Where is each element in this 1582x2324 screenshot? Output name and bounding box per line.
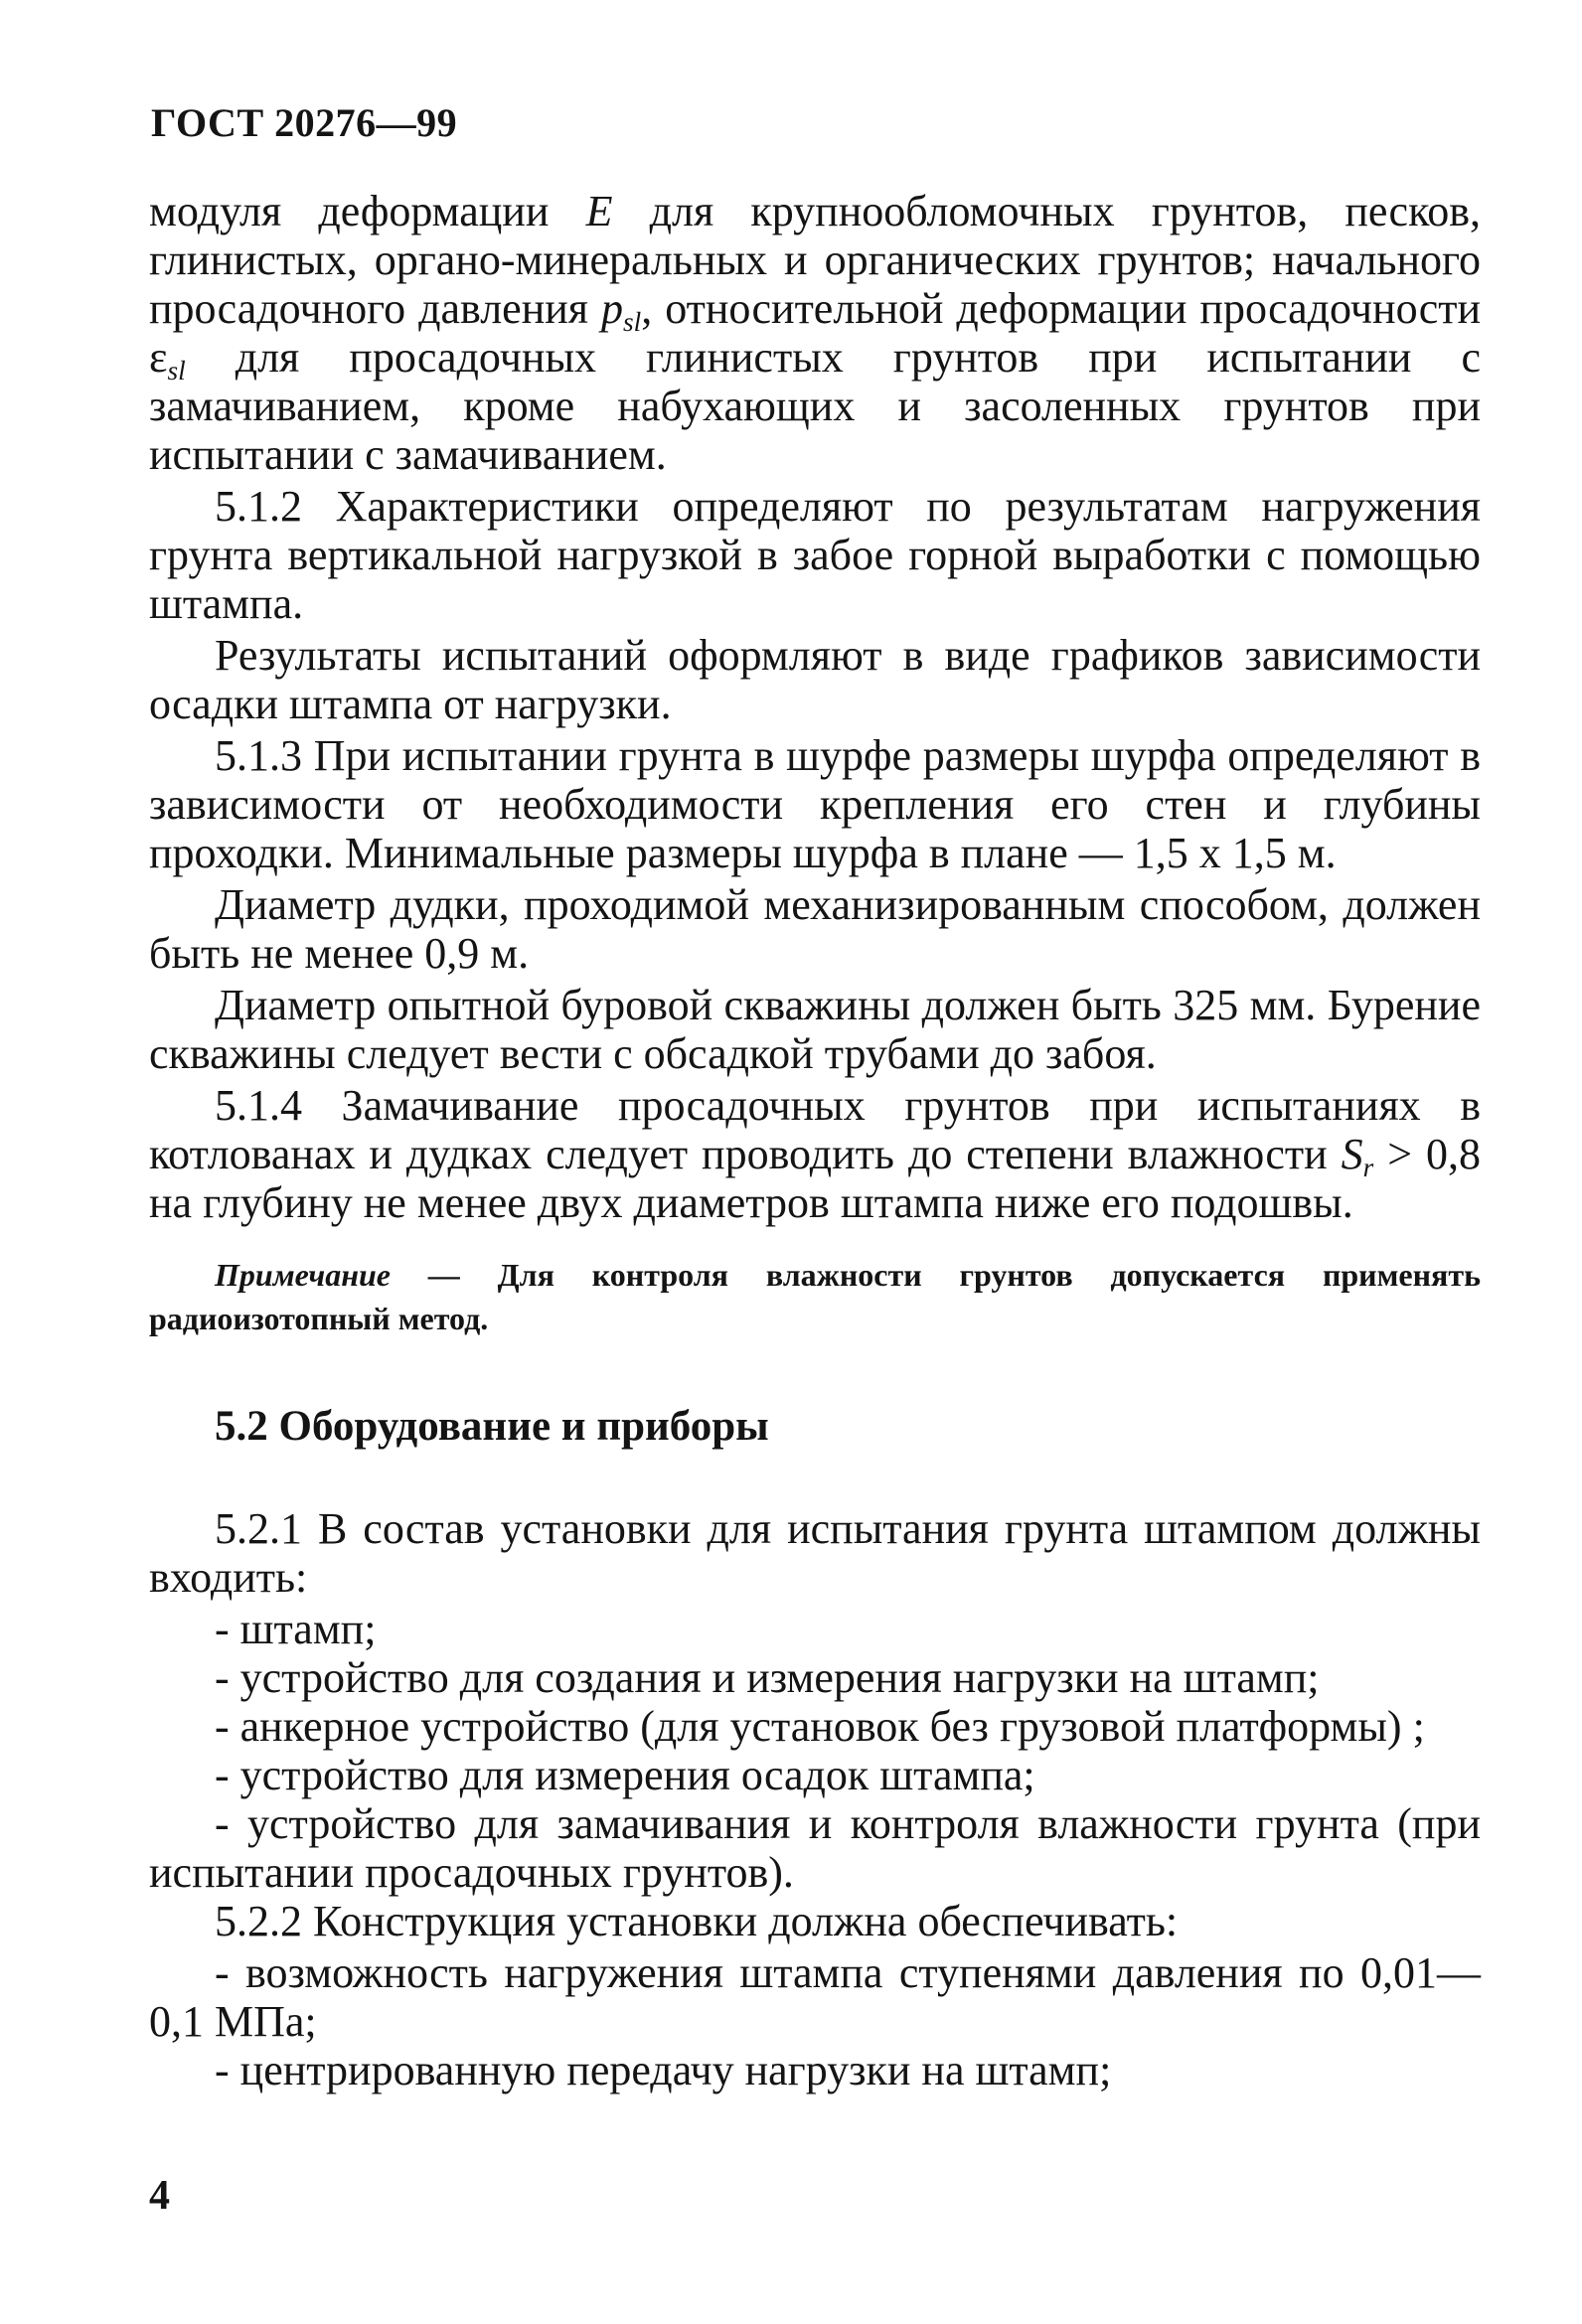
paragraph-deformation-modulus [149,187,1481,479]
symbol-s-subscript: r [1362,1153,1374,1182]
p1-text-d: для просадочных глинистых грунтов при испытании с замачиванием, кроме набухающих и засоленных грунтов при испытании с замачиванием. [149,333,1481,479]
list-item-settlement-device: - устройство для измерения осадок штампа; [215,1751,1035,1799]
note-text: — Для контроля влажности грунтов допускается применять радиоизотопный метод. [149,1257,1481,1336]
list-item-centered-load: - центрированную передачу нагрузки на штамп; [215,2046,1112,2094]
list-item-loading-steps: - возможность нагружения штампа ступенями давления по 0,01—0,1 МПа; [149,1948,1481,2046]
paragraph-5-2-2: 5.2.2 Конструкция установки должна обеспечивать: [215,1897,1179,1945]
document-code-header: ГОСТ 20276—99 [151,100,458,145]
paragraph-5-1-2: 5.1.2 Характеристики определяют по результатам нагружения грунта вертикальной нагрузкой в забое горной выработки с помощью штампа. [149,482,1481,628]
p1-text-c: , относительной деформации просадочности [641,284,1481,333]
paragraph-5-1-3-borehole-diameter: Диаметр опытной буровой скважины должен быть 325 мм. Бурение скважины следует вести с обсадкой трубами до забоя. [149,981,1481,1078]
note-label: Примечание [215,1257,391,1293]
paragraph-5-2-1: 5.2.1 В состав установки для испытания грунта штампом должны входить: [149,1504,1481,1602]
list-item-wetting-device: - устройство для замачивания и контроля влажности грунта (при испытании просадочных грунтов). [149,1799,1481,1897]
list-item-anchor-device: - анкерное устройство (для установок без грузовой платформы) ; [215,1702,1425,1751]
paragraph-5-1-4 [149,1081,1481,1227]
p1-text-b: для крупнообломочных грунтов, песков, глинистых, органо-минеральных и органических грунтов; начального просадочного давления [149,187,1481,333]
symbol-s: S [1341,1130,1363,1178]
list-item-load-device: - устройство для создания и измерения нагрузки на штамп; [215,1653,1320,1702]
symbol-epsilon-subscript: sl [167,356,186,386]
symbol-e: E [585,187,613,235]
list-item-stamp: - штамп; [215,1605,377,1653]
symbol-p-subscript: sl [623,307,642,337]
paragraph-5-1-3-pipe-diameter: Диаметр дудки, проходимой механизированным способом, должен быть не менее 0,9 м. [149,880,1481,978]
note-paragraph [149,1253,1481,1340]
paragraph-5-1-2-results: Результаты испытаний оформляют в виде графиков зависимости осадки штампа от нагрузки. [149,631,1481,728]
paragraph-5-1-3: 5.1.3 При испытании грунта в шурфе размеры шурфа определяют в зависимости от необходимости крепления его стен и глубины проходки. Минимальные размеры шурфа в плане — 1,5 х 1,5 м. [149,731,1481,877]
symbol-epsilon: ε [149,333,168,382]
p514-text-b: > 0,8 на глубину не менее двух диаметров штампа ниже его подошвы. [149,1130,1481,1227]
document-body [149,187,1481,2094]
page-number: 4 [149,2173,170,2219]
p514-text-a: 5.1.4 Замачивание просадочных грунтов при испытаниях в котлованах и дудках следует проводить до степени влажности [149,1081,1481,1178]
symbol-p: p [601,284,624,333]
p1-text-a: модуля деформации [149,187,586,235]
section-heading-5-2: 5.2 Оборудование и приборы [215,1403,769,1450]
